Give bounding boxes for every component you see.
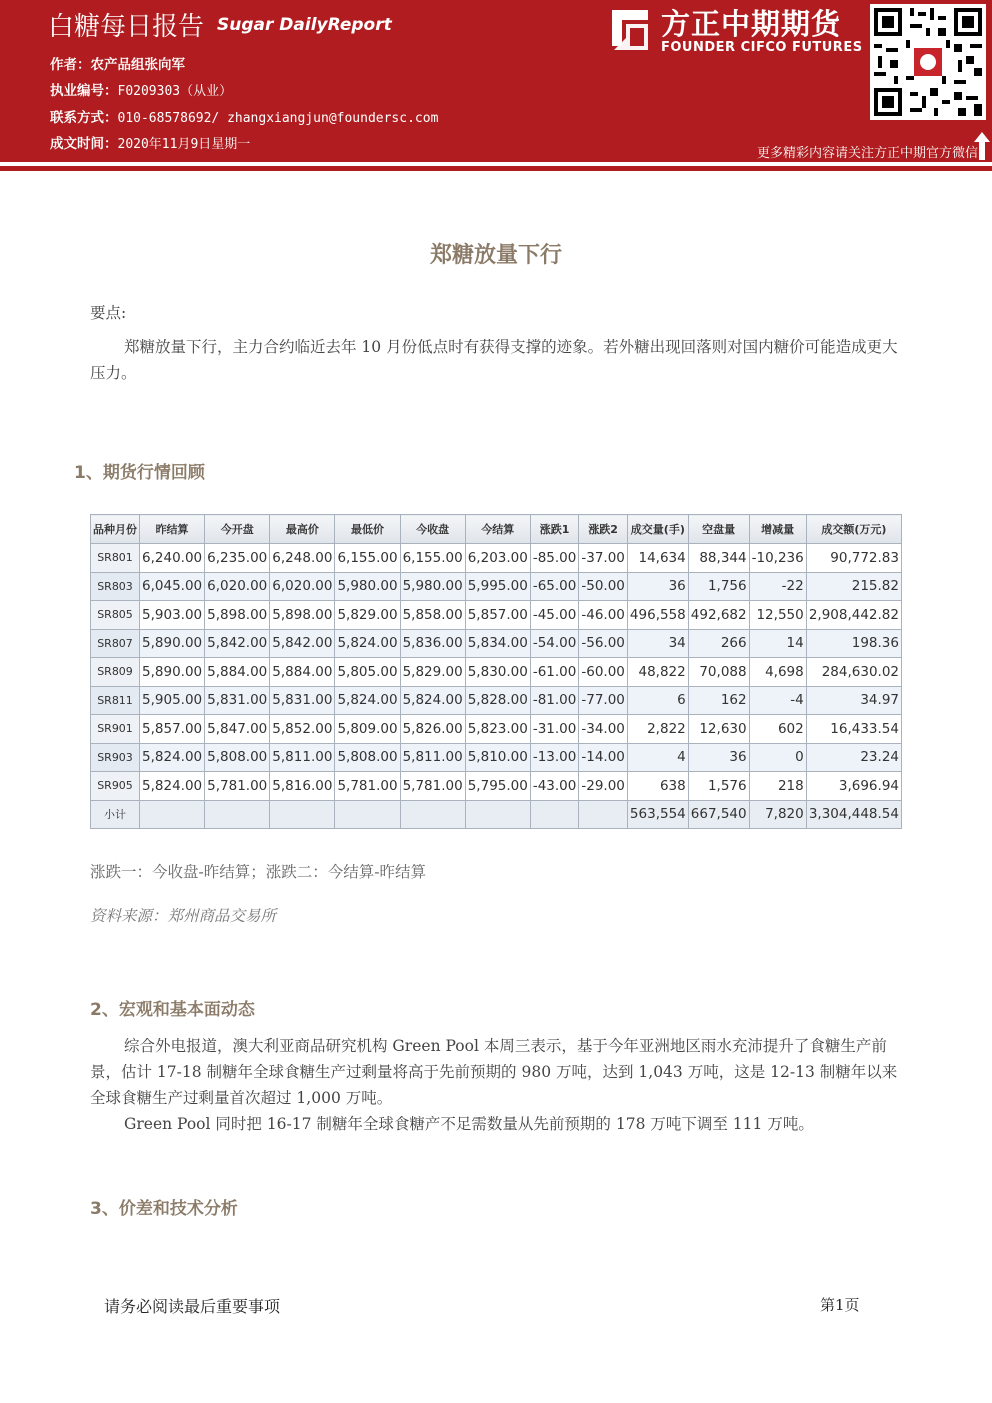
table-cell: 215.82 (806, 572, 901, 601)
table-cell: -56.00 (579, 629, 628, 658)
contract-code-cell: SR903 (91, 743, 140, 772)
table-header-cell: 涨跌1 (530, 515, 579, 544)
footer-disclaimer: 请务必阅读最后重要事项 (104, 1297, 281, 1316)
total-cell: 7,820 (749, 800, 806, 829)
table-cell: 12,630 (688, 715, 749, 744)
table-cell: 5,781.00 (400, 772, 465, 801)
table-cell: -43.00 (530, 772, 579, 801)
total-cell (270, 800, 335, 829)
table-cell: -65.00 (530, 572, 579, 601)
table-cell: 266 (688, 629, 749, 658)
table-cell: 4 (627, 743, 688, 772)
table-cell: 5,808.00 (335, 743, 400, 772)
table-header-cell: 最低价 (335, 515, 400, 544)
header-divider (0, 166, 992, 171)
table-body (91, 544, 902, 829)
table-cell: -10,236 (749, 544, 806, 573)
table-cell: -31.00 (530, 715, 579, 744)
table-cell: -81.00 (530, 686, 579, 715)
table-cell: 5,852.00 (270, 715, 335, 744)
author-line: 作者：农产品组张向军 (50, 57, 185, 73)
table-cell: 6,203.00 (465, 544, 530, 573)
total-cell: 667,540 (688, 800, 749, 829)
table-cell: 5,829.00 (335, 601, 400, 630)
contract-code-cell: SR801 (91, 544, 140, 573)
table-cell: -61.00 (530, 658, 579, 687)
table-cell: -29.00 (579, 772, 628, 801)
table-header-cell: 成交额(万元) (806, 515, 901, 544)
table-cell: 5,830.00 (465, 658, 530, 687)
futures-market-table (90, 514, 902, 829)
table-cell: 5,824.00 (335, 629, 400, 658)
table-cell: 5,884.00 (205, 658, 270, 687)
table-row (91, 629, 902, 658)
key-points-text: 郑糖放量下行，主力合约临近去年 10 月份低点时有获得支撑的迹象。若外糖出现回落则对国内糖价可能造成更大压力。 (90, 338, 898, 382)
table-cell: 2,822 (627, 715, 688, 744)
table-cell: 5,824.00 (140, 743, 205, 772)
table-header-cell: 成交量(手) (627, 515, 688, 544)
table-cell: 36 (688, 743, 749, 772)
table-header-row (91, 515, 902, 544)
section-2-paragraph-1: 综合外电报道，澳大利亚商品研究机构 Green Pool 本周三表示，基于今年亚洲地区雨水充沛提升了食糖生产前景，估计 17-18 制糖年全球食糖生产过剩量将高于先前预期的 980 万吨，达到 1,043 万吨，这是 12-13 制糖年以来全球食糖生产过剩量首次超过 1,000 万吨。 (90, 1037, 898, 1107)
document-title: 郑糖放量下行 (429, 243, 562, 268)
total-cell (530, 800, 579, 829)
table-cell: 12,550 (749, 601, 806, 630)
table-cell: -37.00 (579, 544, 628, 573)
contract-code-cell: SR807 (91, 629, 140, 658)
table-cell: 6,020.00 (270, 572, 335, 601)
table-cell: 5,842.00 (270, 629, 335, 658)
contact-line: 联系方式：010-68578692/ zhangxiangjun@foundersc.com (50, 110, 439, 126)
table-header-cell: 今结算 (465, 515, 530, 544)
wechat-note: 更多精彩内容请关注方正中期官方微信 (756, 146, 978, 161)
section-2-paragraph-2: Green Pool 同时把 16-17 制糖年全球食糖产不足需数量从先前预期的 178 万吨下调至 111 万吨。 (124, 1115, 814, 1133)
table-cell: 4,698 (749, 658, 806, 687)
table-cell: 34.97 (806, 686, 901, 715)
table-cell: -54.00 (530, 629, 579, 658)
table-row (91, 544, 902, 573)
table-cell: 0 (749, 743, 806, 772)
total-cell (205, 800, 270, 829)
table-cell: 48,822 (627, 658, 688, 687)
table-cell: 36 (627, 572, 688, 601)
table-cell: 218 (749, 772, 806, 801)
table-cell: 5,829.00 (400, 658, 465, 687)
table-row (91, 743, 902, 772)
table-cell: 6,155.00 (335, 544, 400, 573)
table-cell: 5,823.00 (465, 715, 530, 744)
table-header-cell: 今收盘 (400, 515, 465, 544)
section-1-title: 1、期货行情回顾 (74, 463, 205, 483)
table-cell: -45.00 (530, 601, 579, 630)
table-source: 资料来源：郑州商品交易所 (90, 907, 277, 925)
section-3-title: 3、价差和技术分析 (90, 1199, 238, 1219)
table-cell: 5,795.00 (465, 772, 530, 801)
table-header-cell: 品种月份 (91, 515, 140, 544)
total-cell (579, 800, 628, 829)
table-row (91, 715, 902, 744)
arrow-up-icon (974, 132, 990, 160)
table-cell: 5,834.00 (465, 629, 530, 658)
report-title: 白糖每日报告 (48, 12, 205, 42)
total-cell (335, 800, 400, 829)
table-cell: 162 (688, 686, 749, 715)
total-cell (465, 800, 530, 829)
table-header-cell: 空盘量 (688, 515, 749, 544)
table-total-row (91, 800, 902, 829)
table-cell: 6,248.00 (270, 544, 335, 573)
company-logo-icon (604, 6, 652, 54)
license-line: 执业编号：F0209303（从业） (50, 83, 233, 99)
table-cell: 5,884.00 (270, 658, 335, 687)
table-cell: 5,816.00 (270, 772, 335, 801)
table-cell: 3,696.94 (806, 772, 901, 801)
table-cell: 5,824.00 (335, 686, 400, 715)
contract-code-cell: SR901 (91, 715, 140, 744)
table-cell: 6,235.00 (205, 544, 270, 573)
table-cell: 5,995.00 (465, 572, 530, 601)
table-cell: 5,805.00 (335, 658, 400, 687)
table-cell: 5,842.00 (205, 629, 270, 658)
table-cell: 5,890.00 (140, 658, 205, 687)
table-cell: 5,836.00 (400, 629, 465, 658)
table-cell: -77.00 (579, 686, 628, 715)
table-cell: 5,811.00 (270, 743, 335, 772)
report-header (0, 0, 992, 162)
table-cell: 5,980.00 (400, 572, 465, 601)
table-cell: 6,240.00 (140, 544, 205, 573)
table-cell: 5,898.00 (205, 601, 270, 630)
table-cell: 284,630.02 (806, 658, 901, 687)
table-cell: -14.00 (579, 743, 628, 772)
total-label-cell: 小计 (91, 800, 140, 829)
table-cell: -46.00 (579, 601, 628, 630)
table-cell: 16,433.54 (806, 715, 901, 744)
table-row (91, 601, 902, 630)
table-cell: -34.00 (579, 715, 628, 744)
table-cell: 6 (627, 686, 688, 715)
table-cell: 5,857.00 (465, 601, 530, 630)
table-note: 涨跌一：今收盘-昨结算；涨跌二：今结算-昨结算 (90, 863, 426, 881)
table-cell: 5,810.00 (465, 743, 530, 772)
table-cell: 5,809.00 (335, 715, 400, 744)
table-cell: 5,905.00 (140, 686, 205, 715)
total-cell (400, 800, 465, 829)
table-row (91, 686, 902, 715)
contract-code-cell: SR811 (91, 686, 140, 715)
table-cell: 602 (749, 715, 806, 744)
table-cell: 6,045.00 (140, 572, 205, 601)
table-cell: -60.00 (579, 658, 628, 687)
table-cell: 70,088 (688, 658, 749, 687)
table-cell: 6,020.00 (205, 572, 270, 601)
table-cell: 492,682 (688, 601, 749, 630)
table-cell: 5,824.00 (400, 686, 465, 715)
table-cell: 5,980.00 (335, 572, 400, 601)
table-cell: 5,826.00 (400, 715, 465, 744)
table-cell: 198.36 (806, 629, 901, 658)
table-cell: 90,772.83 (806, 544, 901, 573)
table-cell: 88,344 (688, 544, 749, 573)
date-line: 成文时间：2020年11月9日星期一 (50, 136, 251, 152)
table-cell: 2,908,442.82 (806, 601, 901, 630)
company-name-en: FOUNDER CIFCO FUTURES (661, 40, 863, 55)
table-cell: 496,558 (627, 601, 688, 630)
table-header-cell: 今开盘 (205, 515, 270, 544)
table-cell: 5,858.00 (400, 601, 465, 630)
table-cell: 5,903.00 (140, 601, 205, 630)
table-cell: 5,781.00 (335, 772, 400, 801)
contract-code-cell: SR803 (91, 572, 140, 601)
table-cell: 5,831.00 (205, 686, 270, 715)
table-cell: -13.00 (530, 743, 579, 772)
total-cell: 3,304,448.54 (806, 800, 901, 829)
key-points-label: 要点: (90, 304, 127, 322)
table-cell: 6,155.00 (400, 544, 465, 573)
table-cell: 5,824.00 (140, 772, 205, 801)
table-cell: 638 (627, 772, 688, 801)
table-cell: 5,890.00 (140, 629, 205, 658)
table-cell: 5,811.00 (400, 743, 465, 772)
table-cell: -85.00 (530, 544, 579, 573)
table-cell: 14,634 (627, 544, 688, 573)
table-cell: 23.24 (806, 743, 901, 772)
table-cell: 5,808.00 (205, 743, 270, 772)
contract-code-cell: SR905 (91, 772, 140, 801)
table-cell: 5,898.00 (270, 601, 335, 630)
table-cell: 5,857.00 (140, 715, 205, 744)
table-cell: -4 (749, 686, 806, 715)
table-header-cell: 涨跌2 (579, 515, 628, 544)
table-header-cell: 昨结算 (140, 515, 205, 544)
table-cell: 1,576 (688, 772, 749, 801)
table-row (91, 658, 902, 687)
contract-code-cell: SR805 (91, 601, 140, 630)
table-cell: 14 (749, 629, 806, 658)
table-cell: 5,828.00 (465, 686, 530, 715)
table-cell: 5,781.00 (205, 772, 270, 801)
table-cell: 1,756 (688, 572, 749, 601)
contract-code-cell: SR809 (91, 658, 140, 687)
table-cell: 5,831.00 (270, 686, 335, 715)
report-subtitle: Sugar DailyReport (217, 15, 392, 35)
footer-page-number: 第1页 (820, 1296, 860, 1314)
table-cell: 34 (627, 629, 688, 658)
table-row (91, 772, 902, 801)
table-header-cell: 增减量 (749, 515, 806, 544)
company-name-cn: 方正中期期货 (661, 7, 842, 41)
table-row (91, 572, 902, 601)
table-cell: -50.00 (579, 572, 628, 601)
table-cell: 5,847.00 (205, 715, 270, 744)
qr-code-icon[interactable] (870, 4, 986, 120)
table-header-cell: 最高价 (270, 515, 335, 544)
total-cell (140, 800, 205, 829)
table-cell: -22 (749, 572, 806, 601)
section-2-title: 2、宏观和基本面动态 (90, 1000, 255, 1020)
total-cell: 563,554 (627, 800, 688, 829)
